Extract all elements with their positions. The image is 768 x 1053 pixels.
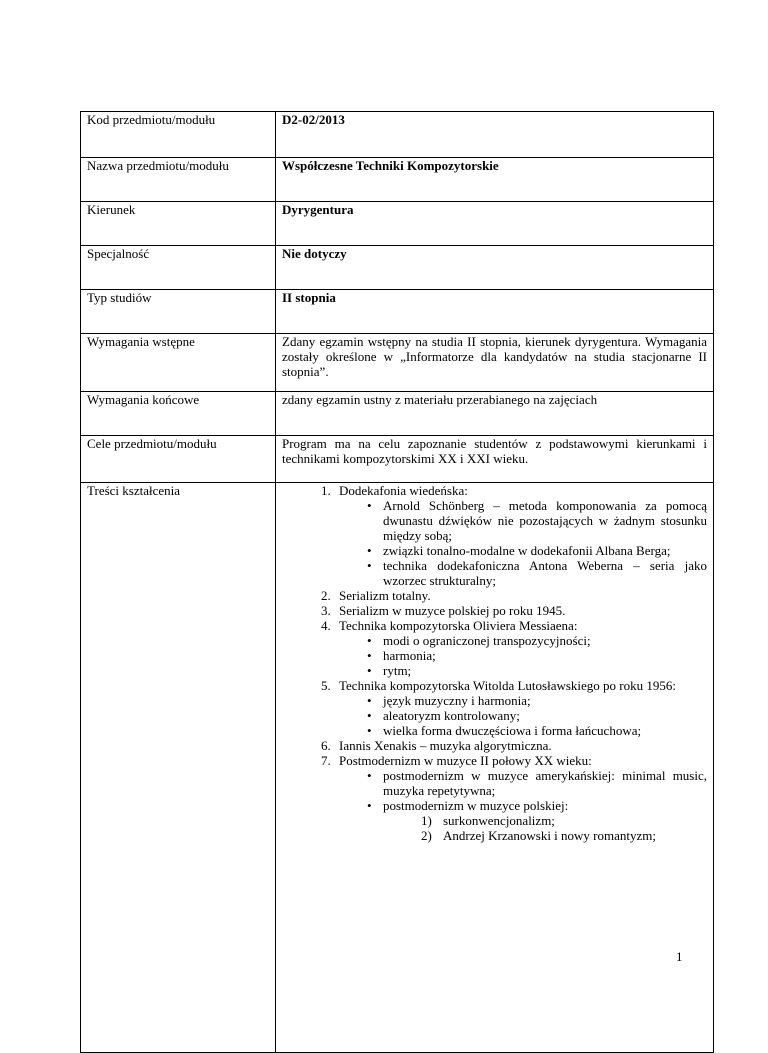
row-value: Współczesne Techniki Kompozytorskie <box>276 158 714 202</box>
page-number: 1 <box>676 949 683 964</box>
topic-title: Technika kompozytorska Oliviera Messiaena: <box>339 618 578 633</box>
list-item <box>334 738 707 753</box>
row-value: Dyrygentura <box>276 202 714 246</box>
sub-item: • Arnold Schönberg – metoda komponowania za pomocą dwunastu dźwięków nie pozostających w żadnym stosunku między sobą; <box>367 498 707 543</box>
row-label: Kierunek <box>81 202 276 246</box>
nested-item-number: 2) <box>421 828 432 843</box>
nested-list <box>383 813 707 843</box>
row-value: Zdany egzamin wstępny na studia II stopnia, kierunek dyrygentura. Wymagania zostały określone w „Informatorze dla kandydatów na studia stacjonarne II stopnia”. <box>276 334 714 392</box>
topic-title: Serializm totalny. <box>339 588 431 603</box>
topic-title: Postmodernizm w muzyce II połowy XX wieku: <box>339 753 592 768</box>
table-row <box>81 483 714 1053</box>
table-row <box>81 246 714 290</box>
sub-item: • rytm; <box>367 663 707 678</box>
list-item <box>334 483 707 588</box>
nested-item-number: 1) <box>421 813 432 828</box>
row-value: II stopnia <box>276 290 714 334</box>
sub-item: • wielka forma dwuczęściowa i forma łańcuchowa; <box>367 723 707 738</box>
row-value: D2-02/2013 <box>276 112 714 158</box>
list-item <box>334 603 707 618</box>
row-label: Wymagania końcowe <box>81 392 276 436</box>
table-row <box>81 392 714 436</box>
table-row <box>81 290 714 334</box>
sub-item: • harmonia; <box>367 648 707 663</box>
sub-list <box>339 633 707 678</box>
table-row <box>81 202 714 246</box>
topic-title: Dodekafonia wiedeńska: <box>339 483 468 498</box>
sub-item: • język muzyczny i harmonia; <box>367 693 707 708</box>
row-label: Cele przedmiotu/modułu <box>81 436 276 483</box>
sub-list <box>339 693 707 738</box>
sub-list <box>339 768 707 843</box>
nested-item <box>421 813 707 828</box>
sub-item <box>367 798 707 843</box>
sub-item: • postmodernizm w muzyce amerykańskiej: minimal music, muzyka repetytywna; <box>367 768 707 798</box>
list-item <box>334 618 707 678</box>
table-row <box>81 334 714 392</box>
table-row <box>81 112 714 158</box>
row-label: Nazwa przedmiotu/modułu <box>81 158 276 202</box>
row-label: Wymagania wstępne <box>81 334 276 392</box>
topic-title: Iannis Xenakis – muzyka algorytmiczna. <box>339 738 552 753</box>
list-item <box>334 678 707 738</box>
sub-item: • modi o ograniczonej transpozycyjności; <box>367 633 707 648</box>
topic-title: Technika kompozytorska Witolda Lutosławskiego po roku 1956: <box>339 678 676 693</box>
nested-item-text: Andrzej Krzanowski i nowy romantyzm; <box>443 828 657 843</box>
row-label: Treści kształcenia <box>81 483 276 1053</box>
topic-title: Serializm w muzyce polskiej po roku 1945. <box>339 603 566 618</box>
sub-item: • związki tonalno-modalne w dodekafonii Albana Berga; <box>367 543 707 558</box>
table-row <box>81 158 714 202</box>
row-label: Typ studiów <box>81 290 276 334</box>
row-label: Specjalność <box>81 246 276 290</box>
nested-item-text: surkonwencjonalizm; <box>443 813 555 828</box>
nested-item <box>421 828 707 843</box>
list-item <box>334 588 707 603</box>
sub-item: • technika dodekafoniczna Antona Weberna – seria jako wzorzec strukturalny; <box>367 558 707 588</box>
row-value: Program ma na celu zapoznanie studentów z podstawowymi kierunkami i technikami kompozytorskimi XX i XXI wieku. <box>276 436 714 483</box>
syllabus-table <box>80 111 714 1053</box>
content-list-cell <box>276 483 714 1053</box>
row-label: Kod przedmiotu/modułu <box>81 112 276 158</box>
list-item <box>334 753 707 843</box>
topics-list <box>282 483 707 843</box>
sub-item: • aleatoryzm kontrolowany; <box>367 708 707 723</box>
sub-item-text: postmodernizm w muzyce polskiej: <box>383 798 569 813</box>
row-value: zdany egzamin ustny z materiału przerabianego na zajęciach <box>276 392 714 436</box>
sub-list <box>339 498 707 588</box>
table-row <box>81 436 714 483</box>
row-value: Nie dotyczy <box>276 246 714 290</box>
